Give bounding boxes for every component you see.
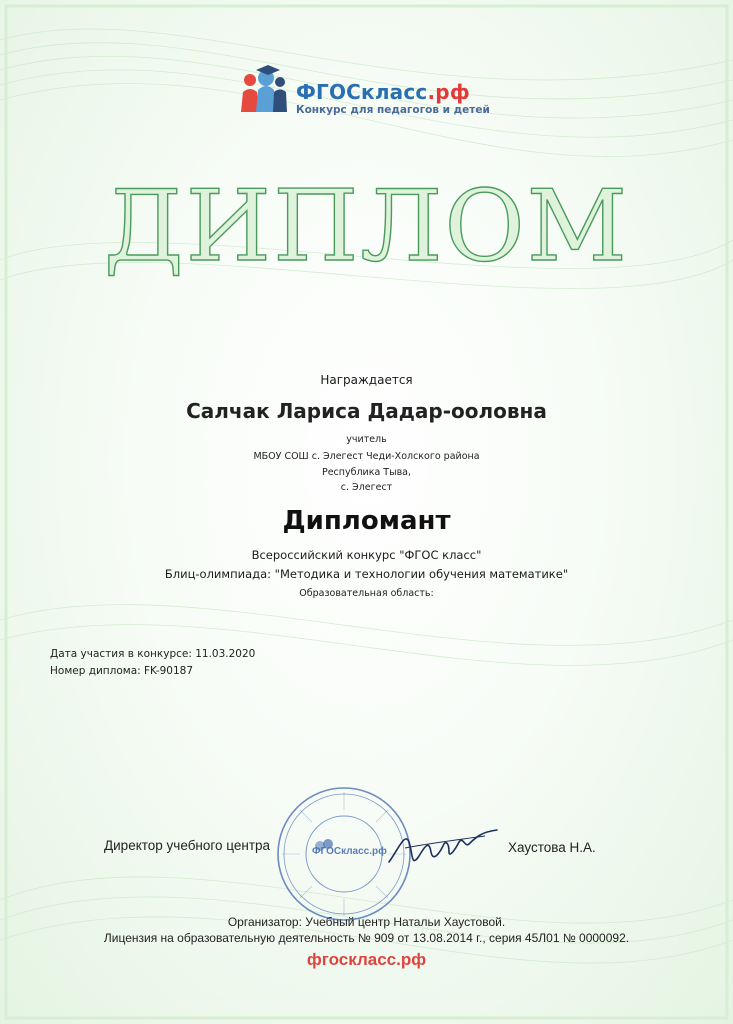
brand-name: ФГОСкласс.рф xyxy=(296,80,470,104)
director-name: Хаустова Н.А. xyxy=(508,840,596,855)
recipient-name: Салчак Лариса Дадар-ооловна xyxy=(186,399,547,423)
teacher-student-icon xyxy=(236,62,294,120)
director-label: Директор учебного центра xyxy=(104,838,271,853)
awarded-label: Награждается xyxy=(320,373,413,387)
brand-tagline: Конкурс для педагогов и детей xyxy=(296,104,490,116)
participation-date: Дата участия в конкурсе: 11.03.2020 xyxy=(50,648,256,660)
contest-name: Всероссийский конкурс "ФГОС класс" xyxy=(251,548,482,562)
award-rank: Дипломант xyxy=(282,506,451,536)
director-signature xyxy=(385,818,505,878)
recipient-village: с. Элегест xyxy=(340,482,393,493)
recipient-position: учитель xyxy=(346,434,387,445)
recipient-school: МБОУ СОШ с. Элегест Чеди-Холского района xyxy=(253,451,480,462)
license-text: Лицензия на образовательную деятельность № 909 от 13.08.2014 г., серия 45Л01 № 0000092. xyxy=(103,931,630,945)
brand-logo xyxy=(236,62,496,122)
diploma-number: Номер диплома: FK-90187 xyxy=(50,665,194,677)
olympiad-name: Блиц-олимпиада: "Методика и технологии обучения математике" xyxy=(164,567,569,581)
website-link[interactable]: фгоскласс.рф xyxy=(306,950,427,969)
organizer-text: Организатор: Учебный центр Натальи Хаустовой. xyxy=(227,915,506,929)
diploma-title: ДИПЛОМ xyxy=(103,170,630,284)
stamp-text: ФГОСкласс.рф xyxy=(312,846,387,857)
subject-area: Образовательная область: xyxy=(299,588,434,599)
recipient-region: Республика Тыва, xyxy=(321,467,412,478)
